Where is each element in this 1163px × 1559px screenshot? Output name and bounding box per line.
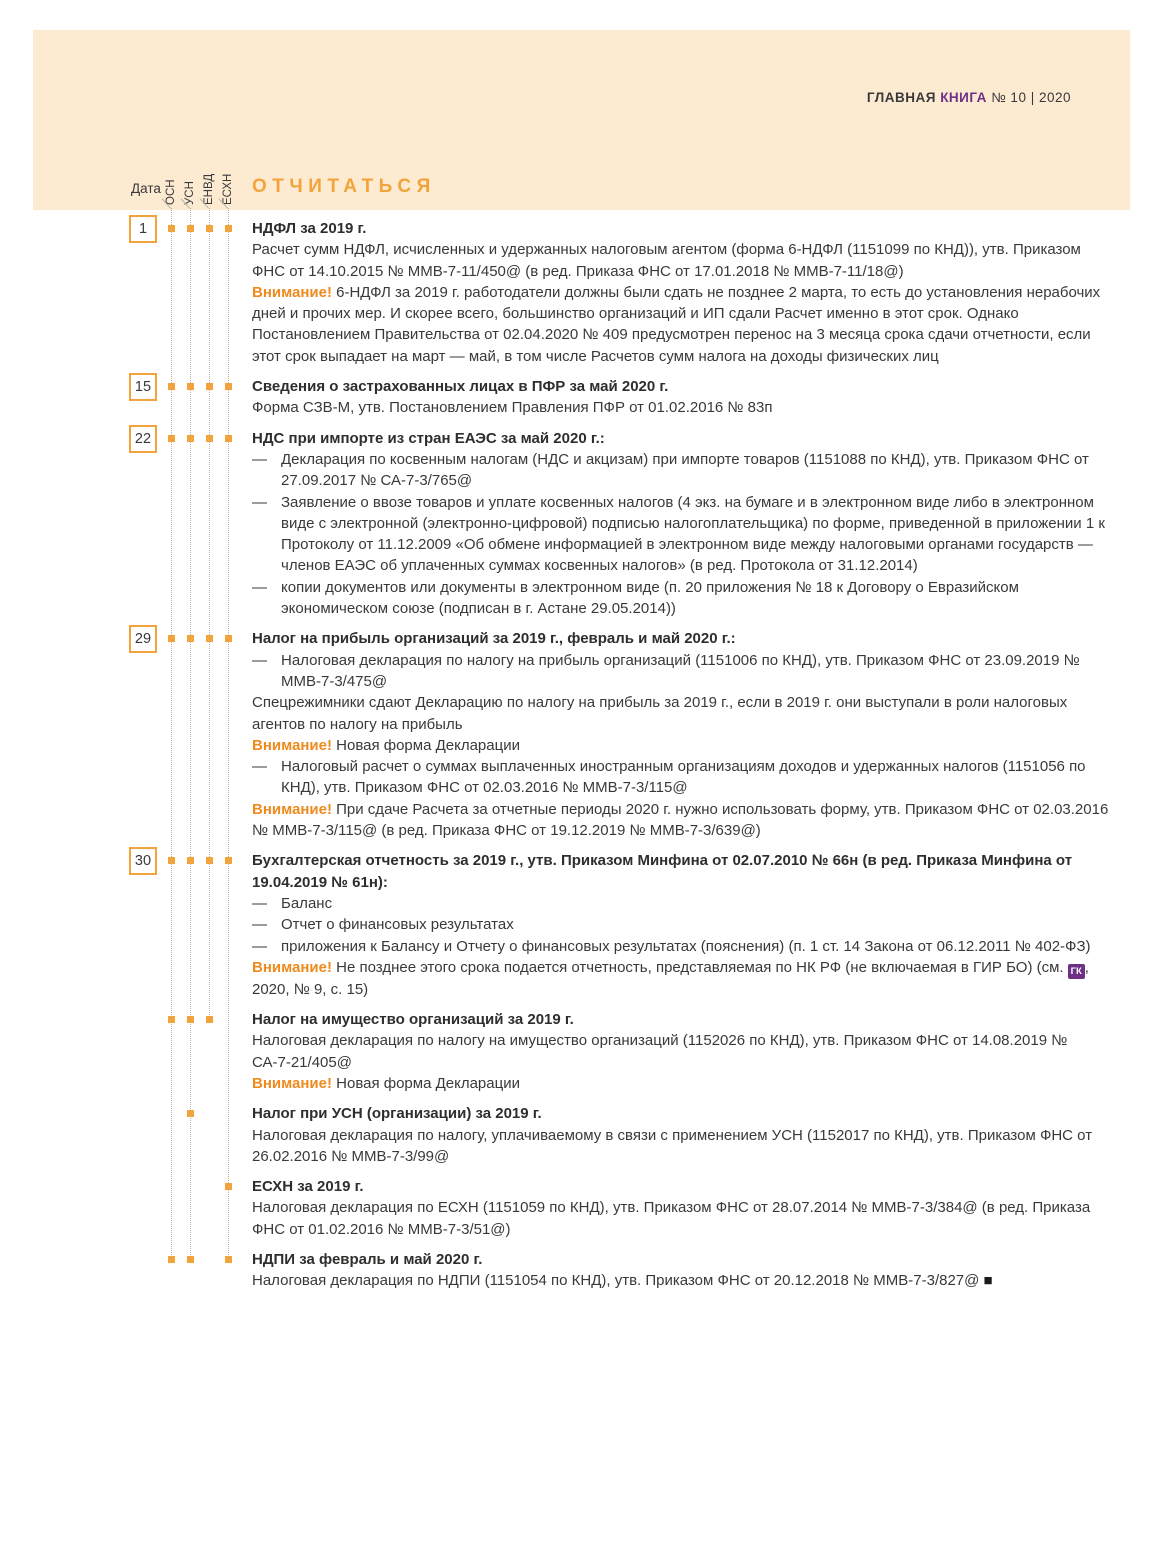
calendar-rows <box>120 218 1110 1292</box>
bullet-text: приложения к Балансу и Отчету о финансовых результатах (пояснения) (п. 1 ст. 14 Закона от 06.12.2011 № 402-ФЗ) <box>281 937 1091 955</box>
date-box: 30 <box>129 847 157 875</box>
regime-marker-осн <box>168 635 175 642</box>
row-content <box>252 1176 1110 1240</box>
regime-marker-енвд <box>206 383 213 390</box>
regime-marker-усн <box>187 1016 194 1023</box>
bullet-text: Налоговая декларация по налогу на прибыль организаций (1151006 по КНД), утв. Приказом ФНС от 23.09.2019 № ММВ-7-3/475@ <box>281 651 1080 690</box>
regime-marker-усн <box>187 435 194 442</box>
bullet-text: Отчет о финансовых результатах <box>281 916 514 934</box>
regime-marker-усн <box>187 1110 194 1117</box>
attention-note: Внимание! Не позднее этого срока подается отчетность, представляемая по НК РФ (не включаемая в ГИР БО) (см. ГК , 2020, № 9, с. 15) <box>252 958 1089 998</box>
attention-note: Внимание! 6-НДФЛ за 2019 г. работодатели должны были сдать не позднее 2 марта, то есть до установления нерабочих дней и прочих мер. И скорее всего, большинство организаций и ИП сдали Расчет именно в этот срок. Однако Постановлением Правительства от 02.04.2020 № 409 предусмотрен перенос на 3 месяца срока сдачи отчетности, если этот срок выпадает на март — май, в том числе Расчетов сумм налога на доходы физических лиц <box>252 283 1101 365</box>
bullet-item <box>252 449 1110 492</box>
header-band <box>33 30 1130 210</box>
row-content <box>252 1249 1110 1292</box>
regime-label-есхн: ЕСХН <box>222 173 234 205</box>
regime-marker-енвд <box>206 857 213 864</box>
calendar-row <box>120 1103 1110 1167</box>
calendar-row <box>120 376 1110 419</box>
attention-note: Внимание! При сдаче Расчета за отчетные периоды 2020 г. нужно использовать форму, утв. Приказом ФНС от 02.03.2016 № ММВ-7-3/115@ (в ред. Приказа ФНС от 19.12.2019 № ММВ-7-3/639@) <box>252 800 1109 840</box>
end-of-article-marker: ■ <box>979 1272 993 1290</box>
text-block: Расчет сумм НДФЛ, исчисленных и удержанных налоговым агентом (форма 6-НДФЛ (1151099 по КНД)), утв. Приказом ФНС от 14.10.2015 № ММВ-7-11/450@ (в ред. Приказа ФНС от 17.01.2018 № ММВ-7-11/18@) <box>252 241 1081 280</box>
section-title: ОТЧИТАТЬСЯ <box>252 176 436 197</box>
text-block: Налоговая декларация по ЕСХН (1151059 по КНД), утв. Приказом ФНС от 28.07.2014 № ММВ-7-3/384@ (в ред. Приказа ФНС от 01.02.2016 № ММВ-7-3/51@) <box>252 1199 1091 1238</box>
row-content <box>252 376 1110 419</box>
bullet-dash: — <box>252 758 267 776</box>
regime-label-осн: ОСН <box>165 179 177 205</box>
bullet-text: Налоговый расчет о суммах выплаченных иностранным организациям доходов и удержанных налогов (1151056 по КНД), утв. Приказом ФНС от 02.03.2016 № ММВ-7-3/115@ <box>281 758 1086 797</box>
bullet-item <box>252 756 1110 799</box>
regime-label-енвд: ЕНВД <box>203 173 215 205</box>
text-block: Налоговая декларация по налогу, уплачиваемому в связи с применением УСН (1152017 по КНД), утв. Приказом ФНС от 26.02.2016 № ММВ-7-3/99@ <box>252 1126 1093 1165</box>
regime-marker-енвд <box>206 1016 213 1023</box>
bullet-item <box>252 936 1110 957</box>
regime-marker-есхн <box>225 435 232 442</box>
date-box: 29 <box>129 625 157 653</box>
attention-label: Внимание! <box>252 1074 337 1092</box>
regime-marker-есхн <box>225 635 232 642</box>
regime-marker-енвд <box>206 635 213 642</box>
attention-label: Внимание! <box>252 283 337 301</box>
issue-number: № 10 | 2020 <box>991 90 1071 105</box>
row-content <box>252 428 1110 620</box>
gk-magazine-icon: ГК <box>1068 964 1085 979</box>
bullet-text: Декларация по косвенным налогам (НДС и акцизам) при импорте товаров (1151088 по КНД), утв. Приказом ФНС от 27.09.2017 № СА-7-3/765@ <box>281 450 1089 490</box>
date-box: 22 <box>129 425 157 453</box>
row-title: Налог при УСН (организации) за 2019 г. <box>252 1105 542 1123</box>
bullet-dash: — <box>252 937 267 955</box>
bullet-text: копии документов или документы в электронном виде (п. 20 приложения № 18 к Договору о Евразийском экономическом союзе (подписан в г. Астане 29.05.2014)) <box>281 578 1019 618</box>
regime-marker-есхн <box>225 857 232 864</box>
bullet-dash: — <box>252 894 267 912</box>
bullet-dash: — <box>252 916 267 934</box>
row-content <box>252 850 1110 1000</box>
bullet-item <box>252 650 1110 693</box>
regime-marker-осн <box>168 857 175 864</box>
bullet-dash: — <box>252 578 267 596</box>
calendar-row <box>120 1176 1110 1240</box>
regime-marker-осн <box>168 225 175 232</box>
regime-marker-енвд <box>206 435 213 442</box>
row-content <box>252 1009 1110 1094</box>
text-block: Налоговая декларация по налогу на имущество организаций (1152026 по КНД), утв. Приказом ФНС от 14.08.2019 № СА-7-21/405@ <box>252 1032 1068 1071</box>
bullet-dash: — <box>252 450 267 468</box>
text-block: Спецрежимники сдают Декларацию по налогу на прибыль за 2019 г., если в 2019 г. они выступали в роли налоговых агентов по налогу на прибыль <box>252 694 1068 733</box>
bullet-item <box>252 492 1110 577</box>
calendar-row <box>120 218 1110 367</box>
attention-label: Внимание! <box>252 800 337 818</box>
regime-marker-осн <box>168 383 175 390</box>
regime-marker-усн <box>187 857 194 864</box>
row-title: Бухгалтерская отчетность за 2019 г., утв. Приказом Минфина от 02.07.2010 № 66н (в ред. Приказа Минфина от 19.04.2019 № 61н): <box>252 852 1073 891</box>
regime-marker-осн <box>168 1256 175 1263</box>
calendar-body <box>120 218 1110 1301</box>
regime-label-усн: УСН <box>184 181 196 205</box>
regime-marker-есхн <box>225 225 232 232</box>
date-box: 15 <box>129 373 157 401</box>
regime-marker-усн <box>187 225 194 232</box>
bullet-item <box>252 893 1110 914</box>
calendar-row <box>120 1009 1110 1094</box>
regime-marker-усн <box>187 1256 194 1263</box>
calendar-row <box>120 1249 1110 1292</box>
row-title: Налог на прибыль организаций за 2019 г., февраль и май 2020 г.: <box>252 630 736 648</box>
regime-marker-усн <box>187 383 194 390</box>
magazine-name-black: ГЛАВНАЯ <box>866 90 936 105</box>
row-title: НДС при импорте из стран ЕАЭС за май 2020 г.: <box>252 429 605 447</box>
date-column-label: Дата <box>131 181 161 196</box>
bullet-item <box>252 577 1110 620</box>
regime-marker-осн <box>168 435 175 442</box>
bullet-text: Баланс <box>281 894 333 912</box>
row-title: НДФЛ за 2019 г. <box>252 220 367 237</box>
attention-label: Внимание! <box>252 736 337 754</box>
attention-note: Внимание! Новая форма Декларации <box>252 736 520 754</box>
regime-marker-есхн <box>225 1256 232 1263</box>
regime-marker-есхн <box>225 383 232 390</box>
row-content <box>252 628 1110 841</box>
calendar-row <box>120 628 1110 841</box>
regime-marker-осн <box>168 1016 175 1023</box>
calendar-row <box>120 850 1110 1000</box>
row-title: Налог на имущество организаций за 2019 г. <box>252 1011 574 1029</box>
regime-marker-усн <box>187 635 194 642</box>
attention-label: Внимание! <box>252 958 337 976</box>
text-block: Налоговая декларация по НДПИ (1151054 по КНД), утв. Приказом ФНС от 20.12.2018 № ММВ-7-3/827@ ■ <box>252 1272 993 1290</box>
bullet-text: Заявление о ввозе товаров и уплате косвенных налогов (4 экз. на бумаге и в электронном виде либо в электронном виде с электронной (электронно-цифровой) подписью налогоплательщика) по форме, приведенной в приложении 1 к Протоколу от 11.12.2009 «Об обмене информацией в электронном виде между налоговыми органами государств — членов ЕАЭС об уплаченных суммах косвенных налогов» (в ред. Протокола от 31.12.2014) <box>281 493 1105 575</box>
bullet-item <box>252 914 1110 935</box>
regime-marker-енвд <box>206 225 213 232</box>
regime-marker-есхн <box>225 1183 232 1190</box>
text-block: Форма СЗВ-М, утв. Постановлением Правления ПФР от 01.02.2016 № 83п <box>252 399 773 417</box>
calendar-row <box>120 428 1110 620</box>
row-content <box>252 218 1110 367</box>
attention-note: Внимание! Новая форма Декларации <box>252 1074 520 1092</box>
magazine-name-purple: КНИГА <box>940 90 987 105</box>
bullet-dash: — <box>252 493 267 511</box>
magazine-masthead <box>867 90 1071 105</box>
row-content <box>252 1103 1110 1167</box>
bullet-dash: — <box>252 651 267 669</box>
row-title: Сведения о застрахованных лицах в ПФР за май 2020 г. <box>252 378 669 396</box>
row-title: НДПИ за февраль и май 2020 г. <box>252 1251 483 1269</box>
row-title: ЕСХН за 2019 г. <box>252 1178 364 1196</box>
date-box: 1 <box>129 215 157 243</box>
